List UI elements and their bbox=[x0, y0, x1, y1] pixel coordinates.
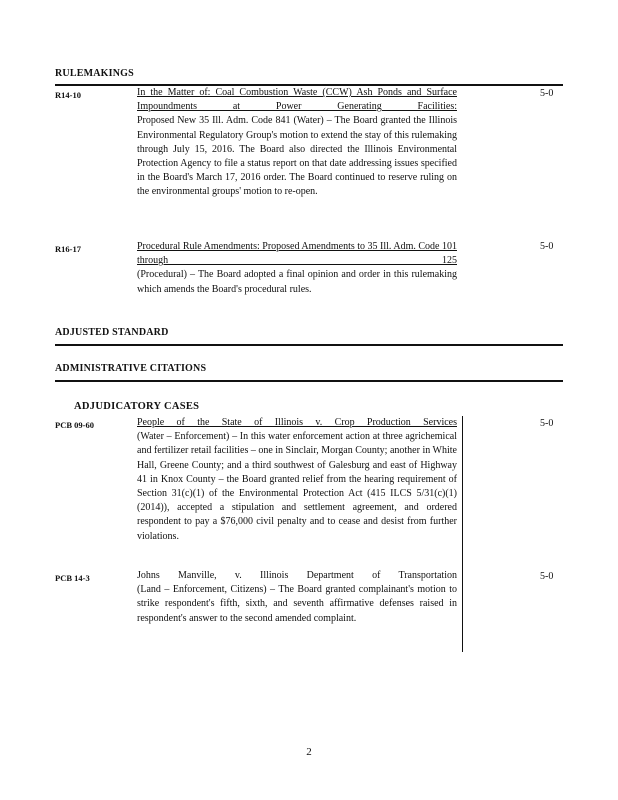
docket-number: PCB 14-3 bbox=[55, 573, 90, 583]
page-number: 2 bbox=[306, 746, 312, 758]
vote-count: 5-0 bbox=[540, 88, 554, 99]
case-entry bbox=[137, 86, 457, 200]
adjusted-standard-heading: ADJUSTED STANDARD bbox=[55, 327, 169, 338]
case-summary: (Procedural) – The Board adopted a final opinion and order in this rulemaking which amends the Board's procedural rules. bbox=[137, 269, 457, 295]
case-entry bbox=[137, 240, 457, 297]
vote-count: 5-0 bbox=[540, 418, 554, 429]
case-summary: Proposed New 35 Ill. Adm. Code 841 (Water) – The Board granted the Illinois Environmental Regulatory Group's motion to extend the stay of this rulemaking through July 15, 2016. The Board also directed the Illinois Environmental Protection Agency to file a status report on that date addressing issues specified in the Board's March 17, 2016 order. The Board continued to reserve ruling on the environmental groups' motion to re-open. bbox=[137, 115, 457, 198]
rulemakings-heading: RULEMAKINGS bbox=[55, 68, 134, 79]
vote-count: 5-0 bbox=[540, 571, 554, 582]
case-summary: (Water – Enforcement) – In this water enforcement action at three agrichemical and fertilizer retail facilities – one in Sinclair, Morgan County; another in White Hall, Greene County; and a third southwest of Galesburg and east of Highway 41 in Knox County – the Board granted relief from the hearing requirement of Section 31(c)(1) of the Environmental Protection Act (415 ILCS 5/31(c)(1) (2014)), accepted a stipulation and settlement agreement, and ordered respondent to pay a $76,000 civil penalty and to cease and desist from further violations. bbox=[137, 431, 457, 542]
case-title: People of the State of Illinois v. Crop Production Services bbox=[137, 417, 457, 428]
administrative-citations-heading: ADMINISTRATIVE CITATIONS bbox=[55, 363, 207, 374]
case-title: In the Matter of: Coal Combustion Waste (CCW) Ash Ponds and Surface Impoundments at Power Generating Facilities: bbox=[137, 87, 457, 113]
case-entry bbox=[137, 416, 457, 544]
administrative-citations-rule bbox=[55, 380, 563, 382]
column-divider bbox=[462, 416, 463, 652]
docket-number: PCB 09-60 bbox=[55, 420, 94, 430]
docket-number: R14-10 bbox=[55, 90, 81, 100]
case-title: Procedural Rule Amendments: Proposed Amendments to 35 Ill. Adm. Code 101 through 125 bbox=[137, 241, 457, 267]
vote-count: 5-0 bbox=[540, 241, 554, 252]
adjusted-standard-rule bbox=[55, 344, 563, 346]
case-summary: (Land – Enforcement, Citizens) – The Board granted complainant's motion to strike respondent's fifth, sixth, and seventh affirmative defenses raised in respondent's answer to the second amended complaint. bbox=[137, 584, 457, 624]
docket-number: R16-17 bbox=[55, 244, 81, 254]
adjudicatory-cases-heading: ADJUDICATORY CASES bbox=[74, 401, 200, 412]
case-entry bbox=[137, 569, 457, 626]
case-title: Johns Manville, v. Illinois Department of Transportation bbox=[137, 570, 457, 581]
